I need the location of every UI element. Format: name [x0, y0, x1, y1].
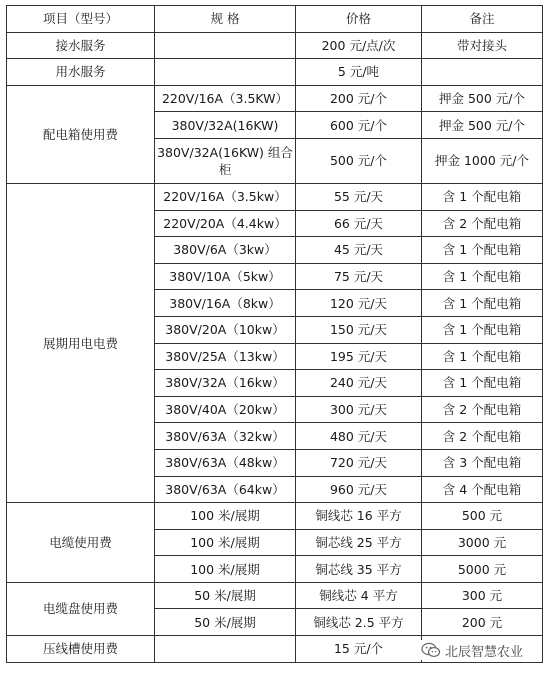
spec-cell: 50 米/展期: [155, 609, 296, 636]
spec-cell: 380V/32A(16KW): [155, 112, 296, 139]
note-cell: 300 元: [422, 582, 543, 609]
table-row: [7, 85, 543, 112]
note-cell: [422, 59, 543, 86]
spec-cell: [155, 32, 296, 59]
spec-cell: 380V/63A（32kw）: [155, 423, 296, 450]
note-cell: 含 1 个配电箱: [422, 343, 543, 370]
price-cell: 铜线芯 4 平方: [296, 582, 422, 609]
note-header: 备注: [422, 6, 543, 33]
price-cell: 铜芯线 35 平方: [296, 556, 422, 583]
price-cell: 200 元/点/次: [296, 32, 422, 59]
note-cell: 押金 1000 元/个: [422, 138, 543, 183]
price-table: [6, 5, 543, 663]
note-cell: 含 4 个配电箱: [422, 476, 543, 503]
table-row: [7, 183, 543, 210]
spec-cell: 220V/16A（3.5kw）: [155, 183, 296, 210]
note-cell: 含 2 个配电箱: [422, 423, 543, 450]
spec-cell: [155, 59, 296, 86]
spec-cell: 380V/6A（3kw）: [155, 237, 296, 264]
price-cell: 300 元/天: [296, 396, 422, 423]
table-row: [7, 32, 543, 59]
note-cell: 含 1 个配电箱: [422, 237, 543, 264]
price-cell: 150 元/天: [296, 316, 422, 343]
group-cell: 配电箱使用费: [7, 85, 155, 183]
note-cell: 押金 500 元/个: [422, 85, 543, 112]
spec-cell: [155, 636, 296, 663]
note-cell: 含 1 个配电箱: [422, 183, 543, 210]
price-cell: 55 元/天: [296, 183, 422, 210]
group-cell: 展期用电电费: [7, 183, 155, 502]
note-cell: 含 1 个配电箱: [422, 263, 543, 290]
price-cell: 铜线芯 16 平方: [296, 503, 422, 530]
spec-cell: 100 米/展期: [155, 556, 296, 583]
price-cell: 铜线芯 2.5 平方: [296, 609, 422, 636]
spec-cell: 380V/40A（20kw）: [155, 396, 296, 423]
group-cell: 电缆使用费: [7, 503, 155, 583]
watermark-text: 北辰智慧农业: [445, 644, 524, 660]
price-cell: 75 元/天: [296, 263, 422, 290]
price-cell: 195 元/天: [296, 343, 422, 370]
note-cell: 200 元: [422, 609, 543, 636]
spec-header: 规 格: [155, 6, 296, 33]
price-cell: 铜芯线 25 平方: [296, 529, 422, 556]
note-cell: 5000 元: [422, 556, 543, 583]
price-cell: 480 元/天: [296, 423, 422, 450]
note-cell: 含 3 个配电箱: [422, 449, 543, 476]
spec-cell: 100 米/展期: [155, 529, 296, 556]
price-cell: 600 元/个: [296, 112, 422, 139]
note-cell: 含 2 个配电箱: [422, 396, 543, 423]
item-cell: 压线槽使用费: [7, 636, 155, 663]
spec-cell: 220V/16A（3.5KW）: [155, 85, 296, 112]
note-cell: 含 1 个配电箱: [422, 290, 543, 317]
item-cell: 用水服务: [7, 59, 155, 86]
spec-cell: 50 米/展期: [155, 582, 296, 609]
spec-cell: 100 米/展期: [155, 503, 296, 530]
price-cell: 15 元/个: [296, 636, 422, 663]
spec-cell: 380V/32A（16kw）: [155, 370, 296, 397]
price-cell: 240 元/天: [296, 370, 422, 397]
price-cell: 66 元/天: [296, 210, 422, 237]
table-row: [7, 582, 543, 609]
wechat-icon: [421, 642, 441, 658]
spec-cell: 380V/25A（13kw）: [155, 343, 296, 370]
note-cell: 3000 元: [422, 529, 543, 556]
spec-cell: 220V/20A（4.4kw）: [155, 210, 296, 237]
price-cell: 45 元/天: [296, 237, 422, 264]
watermark: [418, 640, 526, 660]
price-cell: 960 元/天: [296, 476, 422, 503]
table-row: [7, 503, 543, 530]
spec-cell: 380V/10A（5kw）: [155, 263, 296, 290]
note-cell: 500 元: [422, 503, 543, 530]
table-row: [7, 6, 543, 33]
price-table-body: [7, 6, 543, 663]
price-cell: 5 元/吨: [296, 59, 422, 86]
item-header: 项目（型号）: [7, 6, 155, 33]
spec-cell: 380V/63A（48kw）: [155, 449, 296, 476]
table-row: [7, 59, 543, 86]
price-header: 价格: [296, 6, 422, 33]
price-cell: 120 元/天: [296, 290, 422, 317]
spec-cell: 380V/63A（64kw）: [155, 476, 296, 503]
group-cell: 电缆盘使用费: [7, 582, 155, 635]
spec-cell: 380V/32A(16KW) 组合柜: [155, 138, 296, 183]
price-cell: 200 元/个: [296, 85, 422, 112]
spec-cell: 380V/20A（10kw）: [155, 316, 296, 343]
note-cell: 带对接头: [422, 32, 543, 59]
spec-cell: 380V/16A（8kw）: [155, 290, 296, 317]
note-cell: 含 2 个配电箱: [422, 210, 543, 237]
item-cell: 接水服务: [7, 32, 155, 59]
note-cell: 押金 500 元/个: [422, 112, 543, 139]
price-cell: 720 元/天: [296, 449, 422, 476]
note-cell: 含 1 个配电箱: [422, 370, 543, 397]
price-cell: 500 元/个: [296, 138, 422, 183]
note-cell: 含 1 个配电箱: [422, 316, 543, 343]
